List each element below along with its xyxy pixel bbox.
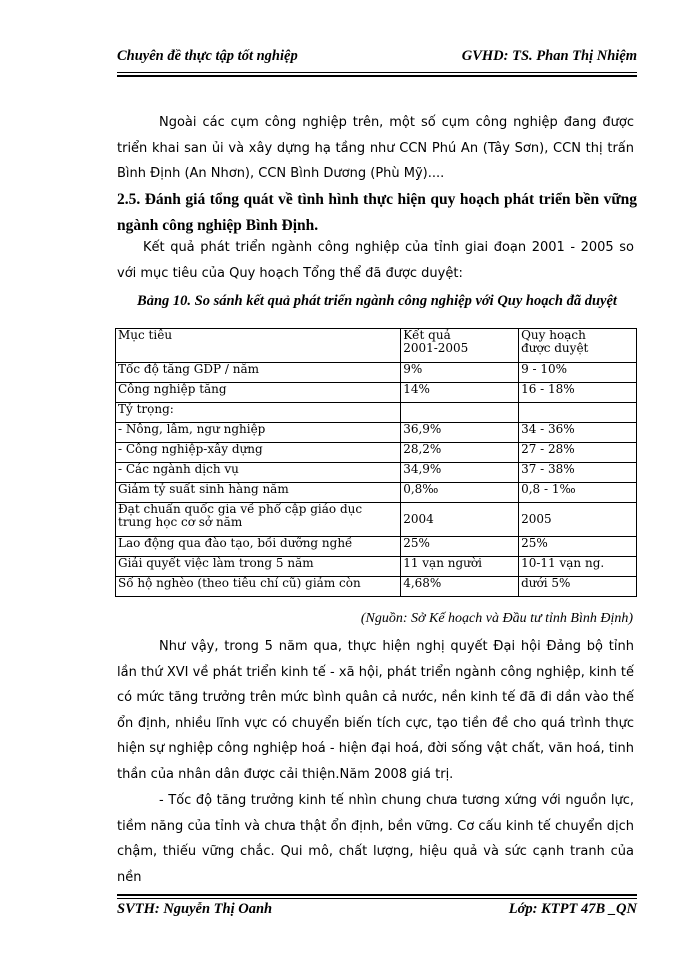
cell-result: 9% — [401, 363, 519, 383]
page-header — [117, 48, 637, 70]
cell-goal: Đạt chuẩn quốc gia về phổ cập giáo dục trung học cơ sở năm — [116, 503, 401, 537]
table-row — [116, 383, 637, 403]
cell-plan: 16 - 18% — [519, 383, 637, 403]
cell-goal: - Công nghiệp-xây dựng — [116, 443, 401, 463]
header-result-text: Kết quả 2001-2005 — [403, 328, 469, 355]
cell-plan: 10-11 vạn ng. — [519, 557, 637, 577]
footer-left: SVTH: Nguyễn Thị Oanh — [117, 901, 273, 917]
cell-goal: Tốc độ tăng GDP / năm — [116, 363, 401, 383]
cell-result: 34,9% — [401, 463, 519, 483]
cell-goal: - Nông, lâm, ngư nghiệp — [116, 423, 401, 443]
table-row — [116, 483, 637, 503]
cell-result: 25% — [401, 537, 519, 557]
cell-plan: dưới 5% — [519, 577, 637, 597]
section-heading: 2.5. Đánh giá tổng quát về tình hình thực hiện quy hoạch phát triển bền vững ngành công nghiệp Bình Định. — [117, 191, 637, 234]
paragraph-1: Ngoài các cụm công nghiệp trên, một số cụm công nghiệp đang được triển khai san ủi và xây dựng hạ tầng như CCN Phú An (Tây Sơn), CCN thị trấn Bình Định (An Nhơn), CCN Bình Dương (Phù Mỹ).... — [117, 115, 634, 181]
cell-result: 36,9% — [401, 423, 519, 443]
cell-plan: 34 - 36% — [519, 423, 637, 443]
header-left: Chuyên đề thực tập tốt nghiệp — [117, 48, 298, 64]
header-right: GVHD: TS. Phan Thị Nhiệm — [461, 48, 637, 64]
header-rule-thick — [117, 75, 637, 77]
table-row — [116, 363, 637, 383]
cell-goal: Giảm tỷ suất sinh hàng năm — [116, 483, 401, 503]
table-row — [116, 403, 637, 423]
table-row — [116, 423, 637, 443]
cell-goal: Tỷ trọng: — [116, 403, 401, 423]
paragraph-2: Kết quả phát triển ngành công nghiệp của tỉnh giai đoạn 2001 - 2005 so với mục tiêu của Quy hoạch Tổng thể đã được duyệt: — [117, 240, 634, 281]
footer-rule-thick — [117, 894, 637, 896]
table-row — [116, 443, 637, 463]
cell-result: 28,2% — [401, 443, 519, 463]
table-row — [116, 557, 637, 577]
paragraph-4: - Tốc độ tăng trưởng kinh tế nhìn chung chưa tương xứng với nguồn lực, tiềm năng của tỉnh và chưa thật ổn định, bền vững. Cơ cấu kinh tế chuyển dịch chậm, thiếu vững chắc. Qui mô, chất lượng, hiệu quả và sức cạnh tranh của nền — [117, 793, 634, 885]
page-footer — [117, 901, 637, 923]
cell-goal: Công nghiệp tăng — [116, 383, 401, 403]
comparison-table — [115, 328, 637, 597]
cell-goal: Lao động qua đào tạo, bồi dưỡng nghề — [116, 537, 401, 557]
footer-rule — [117, 898, 637, 899]
cell-result: 14% — [401, 383, 519, 403]
table-row — [116, 577, 637, 597]
cell-plan: 27 - 28% — [519, 443, 637, 463]
table-row — [116, 463, 637, 483]
table-header-row — [116, 329, 637, 363]
cell-goal: Số hộ nghèo (theo tiêu chí cũ) giảm còn — [116, 577, 401, 597]
header-cell-result — [401, 329, 519, 363]
table-row — [116, 503, 637, 537]
header-plan-text: Quy hoạch được duyệt — [521, 328, 589, 355]
cell-goal: - Các ngành dịch vụ — [116, 463, 401, 483]
header-cell-goal: Mục tiêu — [116, 329, 401, 363]
cell-plan: 25% — [519, 537, 637, 557]
cell-result: 11 vạn người — [401, 557, 519, 577]
cell-result: 4,68% — [401, 577, 519, 597]
cell-plan: 37 - 38% — [519, 463, 637, 483]
cell-plan — [519, 403, 637, 423]
footer-right: Lớp: KTPT 47B _QN — [508, 901, 637, 917]
header-rule — [117, 72, 637, 73]
cell-goal: Giải quyết việc làm trong 5 năm — [116, 557, 401, 577]
paragraph-3: Như vậy, trong 5 năm qua, thực hiện nghị quyết Đại hội Đảng bộ tỉnh lần thứ XVI về phát triển kinh tế - xã hội, phát triển ngành công nghiệp, kinh tế có mức tăng trưởng trên mức bình quân cả nước, nền kinh tế đã đi dần vào thế ổn định, nhiều lĩnh vực có chuyển biến tích cực, tạo tiền đề cho quá trình thực hiện sự nghiệp công nghiệp hoá - hiện đại hoá, đời sống vật chất, văn hoá, tinh thần của nhân dân được cải thiện.Năm 2008 giá trị. — [117, 639, 634, 782]
cell-result: 0,8‰ — [401, 483, 519, 503]
table-caption: Bảng 10. So sánh kết quả phát triển ngành công nghiệp với Quy hoạch đã duyệt — [137, 293, 617, 309]
table-row — [116, 537, 637, 557]
cell-plan: 9 - 10% — [519, 363, 637, 383]
cell-result — [401, 403, 519, 423]
cell-plan: 2005 — [519, 503, 637, 537]
table-source: (Nguồn: Sở Kế hoạch và Đầu tư tỉnh Bình Định) — [360, 611, 633, 626]
header-cell-plan — [519, 329, 637, 363]
cell-plan: 0,8 - 1‰ — [519, 483, 637, 503]
cell-result: 2004 — [401, 503, 519, 537]
